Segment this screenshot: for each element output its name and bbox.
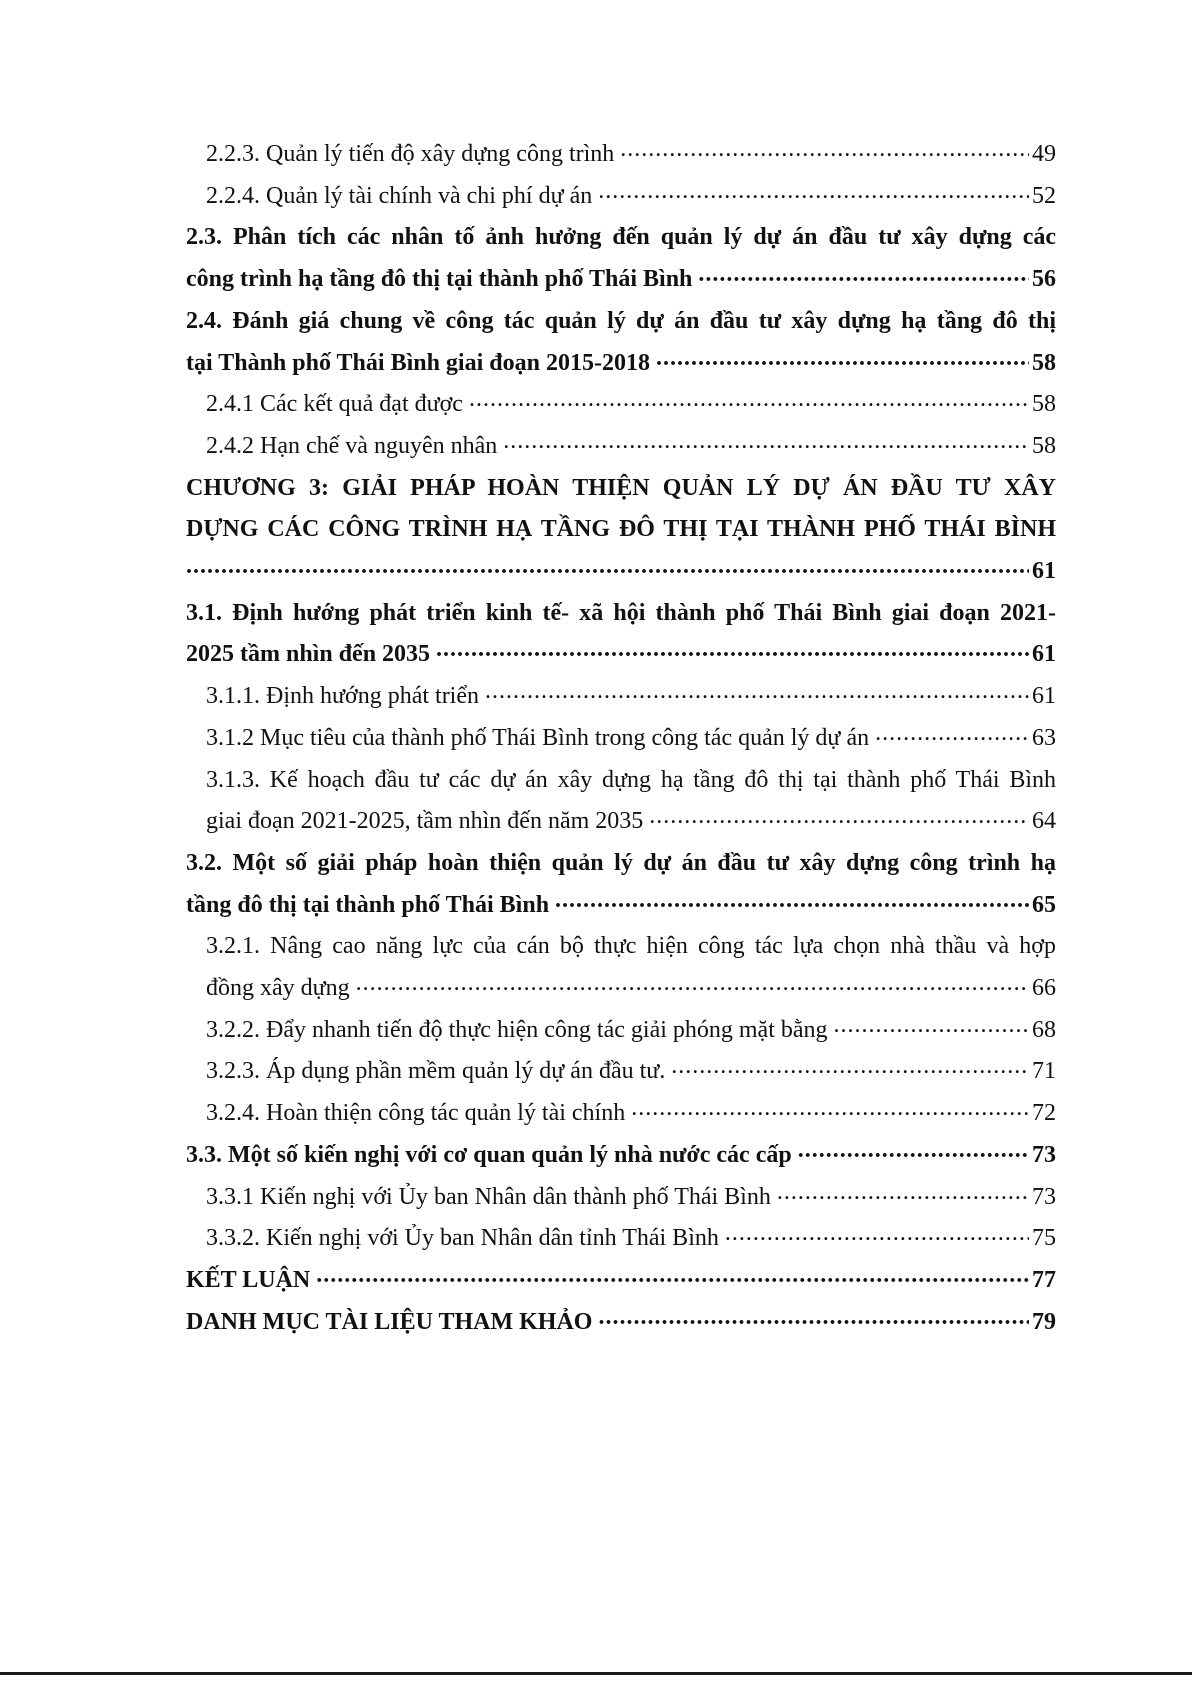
toc-entry-title-line: 3.2. Một số giải pháp hoàn thiện quản lý dự án đầu tư xây dựng công trình hạ bbox=[186, 849, 1056, 876]
toc-entry-title: 2.2.4. Quản lý tài chính và chi phí dự án bbox=[206, 182, 593, 209]
toc-page-number: 56 bbox=[1032, 266, 1056, 293]
dot-leader bbox=[436, 637, 1029, 661]
toc-entry-line bbox=[206, 1051, 1056, 1093]
dot-leader bbox=[555, 888, 1029, 912]
toc-entry[interactable] bbox=[186, 1010, 1056, 1052]
toc-entry[interactable] bbox=[186, 676, 1056, 718]
toc-entry-line bbox=[206, 968, 1056, 1010]
toc-page-number: 63 bbox=[1032, 724, 1056, 751]
toc-page-number: 61 bbox=[1032, 641, 1056, 668]
dot-leader bbox=[503, 429, 1029, 453]
dot-leader bbox=[469, 387, 1029, 411]
toc-entry-title: 3.2.2. Đẩy nhanh tiến độ thực hiện công tác giải phóng mặt bằng bbox=[206, 1016, 828, 1043]
toc-entry-line bbox=[186, 634, 1056, 676]
toc-entry[interactable] bbox=[186, 1302, 1056, 1344]
dot-leader bbox=[656, 346, 1029, 370]
toc-entry-title: 2.2.3. Quản lý tiến độ xây dựng công trình bbox=[206, 141, 615, 167]
toc-entry-title: tại Thành phố Thái Bình giai đoạn 2015-2018 bbox=[186, 349, 650, 376]
toc-entry[interactable] bbox=[186, 760, 1056, 843]
toc-page-number: 64 bbox=[1032, 808, 1056, 835]
dot-leader bbox=[649, 804, 1029, 828]
toc-entry-title-line: 3.1. Định hướng phát triển kinh tế- xã hội thành phố Thái Bình giai đoạn 2021- bbox=[186, 599, 1056, 626]
toc-entry-title: 3.1.1. Định hướng phát triển bbox=[206, 683, 479, 710]
toc-entry-title: 2.4.2 Hạn chế và nguyên nhân bbox=[206, 432, 498, 459]
toc-page-number: 49 bbox=[1032, 141, 1056, 167]
toc-entry[interactable] bbox=[186, 1051, 1056, 1093]
toc-entry-line bbox=[206, 801, 1056, 843]
toc-entry-title: 3.3.2. Kiến nghị với Ủy ban Nhân dân tỉnh Thái Bình bbox=[206, 1225, 719, 1252]
toc-entry[interactable] bbox=[186, 1260, 1056, 1302]
toc-page-number: 77 bbox=[1032, 1266, 1056, 1293]
dot-leader bbox=[777, 1180, 1029, 1204]
dot-leader bbox=[698, 262, 1029, 286]
toc-entry[interactable] bbox=[186, 593, 1056, 676]
toc-entry-line bbox=[206, 1010, 1056, 1052]
dot-leader bbox=[798, 1138, 1029, 1162]
toc-entry-line bbox=[186, 1260, 1056, 1302]
toc-entry-line bbox=[186, 259, 1056, 301]
toc-entry[interactable] bbox=[186, 384, 1056, 426]
dot-leader bbox=[834, 1013, 1029, 1037]
toc-entry-title-line: CHƯƠNG 3: GIẢI PHÁP HOÀN THIỆN QUẢN LÝ DỰ ÁN ĐẦU TƯ XÂY bbox=[186, 474, 1056, 501]
toc-entry-title: công trình hạ tầng đô thị tại thành phố Thái Bình bbox=[186, 266, 693, 293]
toc-entry-title-line: 3.2.1. Nâng cao năng lực của cán bộ thực hiện công tác lựa chọn nhà thầu và hợp bbox=[206, 933, 1056, 960]
toc-entry-title-line: DỰNG CÁC CÔNG TRÌNH HẠ TẦNG ĐÔ THỊ TẠI THÀNH PHỐ THÁI BÌNH bbox=[186, 516, 1056, 543]
toc-entry-line bbox=[206, 1177, 1056, 1219]
toc-entry[interactable] bbox=[186, 301, 1056, 384]
toc-page-number: 79 bbox=[1032, 1308, 1056, 1335]
toc-page-number: 61 bbox=[1032, 683, 1056, 710]
toc-entry-line bbox=[206, 718, 1056, 760]
toc-entry-line bbox=[186, 1302, 1056, 1344]
toc-entry-line bbox=[206, 176, 1056, 218]
toc-entry-title: đồng xây dựng bbox=[206, 975, 350, 1002]
toc-entry-line bbox=[206, 1093, 1056, 1135]
toc-entry-title: tầng đô thị tại thành phố Thái Bình bbox=[186, 891, 550, 918]
dot-leader bbox=[356, 971, 1029, 995]
dot-leader bbox=[598, 1305, 1029, 1329]
toc-entry-title-line: 2.3. Phân tích các nhân tố ảnh hưởng đến quản lý dự án đầu tư xây dựng các bbox=[186, 224, 1056, 251]
toc-entry[interactable] bbox=[186, 1093, 1056, 1135]
dot-leader bbox=[316, 1263, 1029, 1287]
toc-entry-line bbox=[186, 551, 1056, 593]
toc-entry[interactable] bbox=[186, 1218, 1056, 1260]
toc-entry-title-line: 2.4. Đánh giá chung về công tác quản lý dự án đầu tư xây dựng hạ tầng đô thị bbox=[186, 307, 1056, 334]
toc-entry-line bbox=[206, 426, 1056, 468]
toc-entry-title: KẾT LUẬN bbox=[186, 1266, 311, 1293]
toc-entry-line bbox=[206, 384, 1056, 426]
toc-entry[interactable] bbox=[186, 843, 1056, 926]
toc-entry[interactable] bbox=[186, 468, 1056, 593]
toc-entry-line bbox=[206, 676, 1056, 718]
page-bottom-border bbox=[0, 1672, 1192, 1675]
toc-entry-line bbox=[206, 1218, 1056, 1260]
toc-entry[interactable] bbox=[186, 1135, 1056, 1177]
toc-page-number: 68 bbox=[1032, 1016, 1056, 1043]
dot-leader bbox=[620, 137, 1029, 161]
toc-entry-line bbox=[206, 134, 1056, 176]
toc-entry[interactable] bbox=[186, 426, 1056, 468]
dot-leader bbox=[598, 179, 1029, 203]
toc-entry-line bbox=[186, 1135, 1056, 1177]
toc-page-number: 71 bbox=[1032, 1058, 1056, 1085]
toc-entry-title: 3.3.1 Kiến nghị với Ủy ban Nhân dân thành phố Thái Bình bbox=[206, 1183, 771, 1210]
toc-entry-title: 3.1.2 Mục tiêu của thành phố Thái Bình trong công tác quản lý dự án bbox=[206, 724, 870, 751]
dot-leader bbox=[725, 1221, 1029, 1245]
dot-leader bbox=[671, 1054, 1029, 1078]
dot-leader bbox=[186, 554, 1029, 578]
dot-leader bbox=[485, 679, 1029, 703]
toc-entry-title: 2025 tầm nhìn đến 2035 bbox=[186, 641, 431, 668]
dot-leader bbox=[631, 1096, 1029, 1120]
toc-entry-line bbox=[186, 343, 1056, 385]
toc-page-number: 73 bbox=[1032, 1183, 1056, 1210]
toc-page-number: 58 bbox=[1032, 391, 1056, 418]
dot-leader bbox=[875, 721, 1029, 745]
toc-entry[interactable] bbox=[186, 926, 1056, 1009]
toc-page-number: 65 bbox=[1032, 891, 1056, 918]
toc-entry[interactable] bbox=[186, 718, 1056, 760]
toc-entry-title: DANH MỤC TÀI LIỆU THAM KHẢO bbox=[186, 1308, 593, 1335]
toc-page-number: 66 bbox=[1032, 975, 1056, 1002]
toc-entry-title: 3.2.4. Hoàn thiện công tác quản lý tài chính bbox=[206, 1100, 626, 1127]
table-of-contents bbox=[186, 134, 1056, 1343]
toc-page-number: 52 bbox=[1032, 182, 1056, 209]
toc-entry[interactable] bbox=[186, 217, 1056, 300]
toc-page-number: 73 bbox=[1032, 1141, 1056, 1168]
toc-page-number: 58 bbox=[1032, 349, 1056, 376]
toc-entry-title-line: 3.1.3. Kế hoạch đầu tư các dự án xây dựng hạ tầng đô thị tại thành phố Thái Bình bbox=[206, 766, 1056, 793]
toc-entry[interactable] bbox=[186, 1177, 1056, 1219]
toc-entry-title: 3.3. Một số kiến nghị với cơ quan quản lý nhà nước các cấp bbox=[186, 1141, 792, 1168]
toc-entry-title: giai đoạn 2021-2025, tầm nhìn đến năm 2035 bbox=[206, 808, 644, 835]
toc-page-number: 61 bbox=[1032, 558, 1056, 585]
toc-page-number: 75 bbox=[1032, 1225, 1056, 1252]
toc-entry-title: 3.2.3. Áp dụng phần mềm quản lý dự án đầu tư. bbox=[206, 1058, 666, 1085]
toc-entry-title: 2.4.1 Các kết quả đạt được bbox=[206, 391, 463, 418]
toc-page-number: 58 bbox=[1032, 432, 1056, 459]
toc-entry[interactable] bbox=[186, 134, 1056, 176]
toc-page-number: 72 bbox=[1032, 1100, 1056, 1127]
toc-entry[interactable] bbox=[186, 176, 1056, 218]
toc-entry-line bbox=[186, 885, 1056, 927]
